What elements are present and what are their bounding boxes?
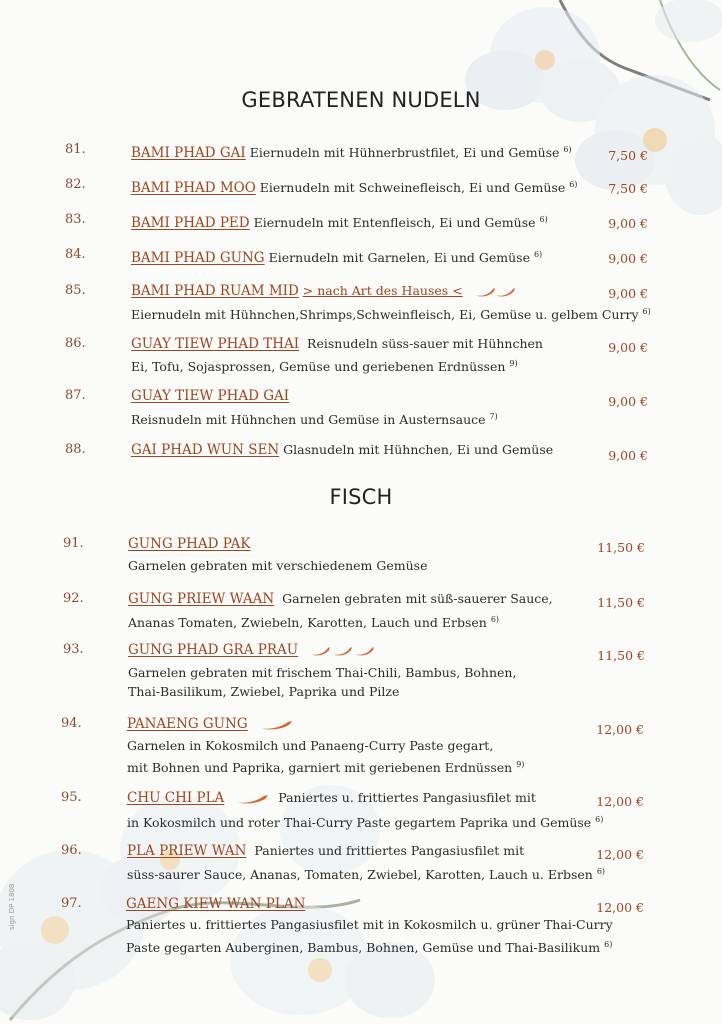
section-title-fish: FISCH [329,485,393,509]
item-name: PLA PRIEW WAN [127,843,247,859]
item-description: Garnelen gebraten mit verschiedenem Gemüse [128,558,428,573]
allergen-note: 6) [642,307,651,316]
allergen-note: 9) [516,760,525,769]
chili-icon [473,285,517,299]
item-description: Eiernudeln mit Schweinefleisch, Ei und Gemüse [259,180,566,196]
item-description: mit Bohnen und Paprika, garniert mit geriebenen Erdnüssen [127,760,513,776]
item-number: 96. [61,843,82,858]
item-description: Garnelen gebraten mit frischem Thai-Chili, Bambus, Bohnen, [128,665,517,680]
print-code: sign DP 1808 [8,883,16,930]
item-name: BAMI PHAD PED [131,215,250,232]
item-number: 93. [63,642,84,657]
item-price: 12,00 € [596,900,644,915]
item-number: 95. [61,790,82,805]
chili-icon [234,792,270,806]
item-description: Reisnudeln süss-sauer mit Hühnchen [307,336,543,351]
item-price: 9,00 € [608,394,648,409]
item-price: 11,50 € [597,540,645,555]
item-name: BAMI PHAD MOO [131,180,256,197]
item-description: Garnelen gebraten mit süß-sauerer Sauce, [282,591,553,606]
item-description: Ananas Tomaten, Zwiebeln, Karotten, Lauch und Erbsen [128,615,487,631]
item-description: Paniertes u. frittiertes Pangasiusfilet mit [278,790,536,805]
allergen-note: 9) [509,359,518,368]
item-description: Paste gegarten Auberginen, Bambus, Bohnen, Gemüse und Thai-Basilikum [126,940,601,956]
item-price: 7,50 € [608,181,648,196]
allergen-note: 6) [563,145,572,154]
item-number: 81. [65,142,86,157]
item-number: 86. [65,336,86,351]
item-number: 83. [65,212,86,227]
item-price: 9,00 € [608,286,648,301]
item-price: 7,50 € [608,148,648,163]
item-name: GUAY TIEW PHAD GAI [131,388,290,404]
item-name: GUNG PHAD PAK [128,536,251,552]
item-number: 85. [65,283,86,298]
item-price: 9,00 € [608,251,648,266]
allergen-note: 6) [539,215,548,224]
item-name: GUNG PHAD GRA PRAU [128,642,299,658]
item-price: 12,00 € [596,722,644,737]
item-number: 92. [63,591,84,606]
item-name: CHU CHI PLA [127,790,225,806]
item-name: BAMI PHAD GAI [131,145,246,162]
allergen-note: 6) [604,940,613,949]
item-name: BAMI PHAD RUAM MID [131,283,299,299]
item-number: 97. [61,896,82,911]
item-name: GUAY TIEW PHAD THAI [131,336,300,352]
item-description: Eiernudeln mit Hühnchen,Shrimps,Schweinfleisch, Ei, Gemüse u. gelbem Curry [131,307,639,323]
allergen-note: 6) [596,867,606,876]
item-number: 82. [65,177,86,192]
item-name: GAI PHAD WUN SEN [131,442,280,458]
allergen-note: 6) [569,180,578,189]
item-description: Eiernudeln mit Garnelen, Ei und Gemüse [268,250,530,266]
item-description: Paniertes u. frittiertes Pangasiusfilet mit in Kokosmilch u. grüner Thai-Curry [126,917,613,932]
chili-icon [308,644,374,658]
item-description: in Kokosmilch und roter Thai-Curry Paste gegartem Paprika und Gemüse [127,815,592,831]
item-description: süss-saurer Sauce, Ananas, Tomaten, Zwiebel, Karotten, Lauch u. Erbsen [127,867,593,883]
item-price: 9,00 € [608,448,648,463]
item-description: Thai-Basilikum, Zwiebel, Paprika und Pilze [128,684,400,699]
allergen-note: 6) [490,615,500,624]
item-price: 9,00 € [608,340,648,355]
item-description: Reisnudeln mit Hühnchen und Gemüse in Austernsauce [131,412,486,428]
item-description: Eiernudeln mit Entenfleisch, Ei und Gemüse [253,215,536,231]
item-description: Garnelen in Kokosmilch und Panaeng-Curry Paste gegart, [127,738,494,753]
allergen-note: 7) [489,412,498,421]
allergen-note: 6) [595,815,604,824]
allergen-note: 6) [533,250,543,259]
item-description: Ei, Tofu, Sojasprossen, Gemüse und geriebenen Erdnüssen [131,359,506,375]
chili-icon [258,718,294,732]
item-number: 88. [65,442,86,457]
item-number: 94. [61,716,82,731]
item-name: GAENG KIEW WAN PLAN [126,896,306,912]
house-style-tag: > nach Art des Hauses < [302,283,463,298]
item-name: PANAENG GUNG [127,716,248,732]
item-price: 12,00 € [596,847,644,862]
item-name: BAMI PHAD GUNG [131,250,265,267]
item-description: Glasnudeln mit Hühnchen, Ei und Gemüse [283,442,554,457]
item-description: Eiernudeln mit Hühnerbrustfilet, Ei und Gemüse [249,145,560,161]
item-price: 11,50 € [597,648,645,663]
item-number: 91. [63,536,84,551]
section-title-noodles: GEBRATENEN NUDELN [241,88,481,112]
item-number: 87. [65,388,86,403]
item-name: GUNG PRIEW WAAN [128,591,275,607]
item-price: 11,50 € [597,595,645,610]
item-description: Paniertes und frittiertes Pangasiusfilet mit [254,843,525,858]
item-number: 84. [65,247,86,262]
item-price: 12,00 € [596,794,644,809]
item-price: 9,00 € [608,216,648,231]
